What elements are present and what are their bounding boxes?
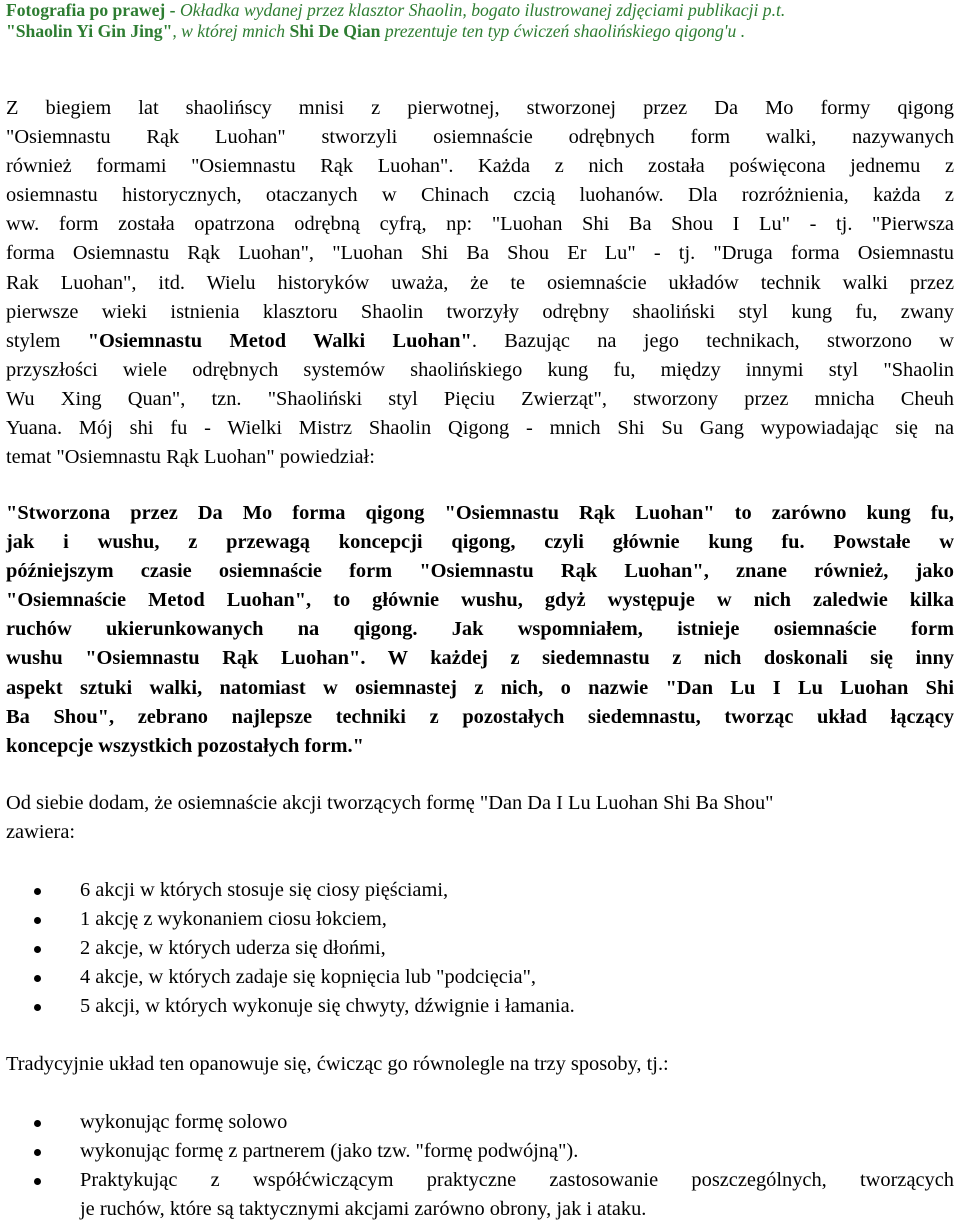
- caption-text-end: prezentuje ten typ ćwiczeń shaolińskiego qigong'u .: [380, 21, 746, 41]
- quote-line: wushu "Osiemnastu Rąk Luohan". W każdej z siedemnastu z nich doskonali się inny: [6, 647, 954, 670]
- quote-line: "Osiemnaście Metod Luohan", to głównie wushu, gdyż występuje w nich zaledwie kilka: [6, 589, 954, 612]
- quote-line: późniejszym czasie osiemnaście form "Osiemnastu Rąk Luohan", znane również, jako: [6, 560, 954, 583]
- bullet-icon: [34, 1120, 41, 1127]
- list-item: [6, 992, 954, 1021]
- intro-line: również formami "Osiemnastu Rąk Luohan". Każda z nich została poświęcona jednemu z: [6, 155, 954, 178]
- list-item: [6, 934, 954, 963]
- caption-line-2: [6, 21, 956, 42]
- actions-intro-line: Od siebie dodam, że osiemnaście akcji tworzących formę "Dan Da I Lu Luohan Shi Ba Shou": [6, 792, 774, 814]
- quote-line: Ba Shou", zebrano najlepsze techniki z pozostałych siedemnastu, tworząc układ łączący: [6, 705, 954, 728]
- training-methods-paragraph: [6, 1050, 954, 1079]
- intro-line: temat "Osiemnastu Rąk Luohan" powiedział:: [6, 446, 375, 469]
- intro-text: stylem: [6, 329, 88, 352]
- list-item-text: 1 akcję z wykonaniem ciosu łokciem,: [80, 908, 387, 931]
- intro-line: Rak Luohan", itd. Wielu historyków uważa, że te osiemnaście układów technik walki przez: [6, 271, 954, 294]
- bullet-icon: [34, 917, 41, 924]
- quote-line: "Stworzona przez Da Mo forma qigong "Osiemnastu Rąk Luohan" to zarówno kung fu,: [6, 502, 954, 524]
- list-item-text: 6 akcji w których stosuje się ciosy pięściami,: [80, 879, 449, 901]
- quote-line: aspekt sztuki walki, natomiast w osiemnastej z nich, o nazwie "Dan Lu I Lu Luohan Shi: [6, 676, 954, 699]
- list-item-text-continued: je ruchów, które są taktycznymi akcjami zarówno obrony, jak i ataku.: [80, 1198, 647, 1221]
- intro-line: przyszłości wiele odrębnych systemów shaolińskiego kung fu, między innymi styl "Shaolin: [6, 358, 954, 381]
- style-name-bold: "Osiemnastu Metod Walki Luohan": [87, 329, 472, 352]
- list-item: [6, 905, 954, 934]
- list-item-text: 4 akcje, w których zadaje się kopnięcia lub "podcięcia",: [80, 966, 536, 989]
- intro-line: Z biegiem lat shaolińscy mnisi z pierwotnej, stworzonej przez Da Mo formy qigong: [6, 97, 954, 119]
- bullet-icon: [34, 1149, 41, 1156]
- intro-line-mixed: [6, 327, 954, 356]
- bullet-icon: [34, 1004, 41, 1011]
- intro-paragraph: [6, 94, 954, 472]
- list-item-text: wykonując formę solowo: [80, 1111, 288, 1133]
- intro-line: Yuana. Mój shi fu - Wielki Mistrz Shaolin Qigong - mnich Shi Su Gang wypowiadając się na: [6, 417, 954, 440]
- bullet-icon: [34, 975, 41, 982]
- training-methods-list: [6, 1108, 954, 1224]
- quote-line: koncepcje wszystkich pozostałych form.": [6, 734, 364, 757]
- actions-intro-line: zawiera:: [6, 821, 76, 844]
- list-item-text: 2 akcje, w których uderza się dłońmi,: [80, 937, 386, 960]
- intro-line: "Osiemnastu Rąk Luohan" stworzyli osiemnaście odrębnych form walki, nazywanych: [6, 126, 954, 149]
- actions-intro-paragraph: [6, 789, 954, 847]
- actions-list: [6, 876, 954, 1021]
- list-item: [6, 963, 954, 992]
- bullet-icon: [34, 888, 41, 895]
- list-item: [6, 876, 954, 905]
- list-item: [6, 1108, 954, 1137]
- list-item-text: Praktykując z współćwiczącym praktyczne zastosowanie poszczególnych, tworzących: [80, 1169, 954, 1192]
- quote-line: jak i wushu, z przewagą koncepcji qigong, czyli głównie kung fu. Powstałe w: [6, 531, 954, 554]
- training-methods-text: Tradycyjnie układ ten opanowuje się, ćwicząc go równolegle na trzy sposoby, tj.:: [6, 1053, 669, 1075]
- caption-text: Okładka wydanej przez klasztor Shaolin, bogato ilustrowanej zdjęciami publikacji p.t.: [175, 0, 786, 20]
- intro-line: osiemnastu historycznych, otaczanych w Chinach czcią luohanów. Dla rozróżnienia, każda z: [6, 184, 954, 207]
- quote-line: ruchów ukierunkowanych na qigong. Jak wspomniałem, istnieje osiemnaście form: [6, 618, 954, 641]
- list-item-text: 5 akcji, w których wykonuje się chwyty, dźwignie i łamania.: [80, 995, 575, 1018]
- intro-text: . Bazując na jego technikach, stworzono w: [471, 329, 954, 352]
- caption-book-title: "Shaolin Yi Gin Jing": [6, 21, 173, 41]
- quote-paragraph: [6, 499, 954, 761]
- intro-line: ww. form została opatrzona odrębną cyfrą, np: "Luohan Shi Ba Shou I Lu" - tj. "Pierwsza: [6, 213, 954, 236]
- caption-line-1: [6, 0, 956, 21]
- caption-text-mid: , w której mnich: [172, 21, 290, 41]
- intro-line: pierwsze wieki istnienia klasztoru Shaolin tworzyły odrębny shaoliński styl kung fu, zwany: [6, 300, 954, 323]
- list-item: [6, 1166, 954, 1224]
- bullet-icon: [34, 946, 41, 953]
- bullet-icon: [34, 1178, 41, 1185]
- caption-label: Fotografia po prawej -: [6, 0, 176, 20]
- intro-line: forma Osiemnastu Rąk Luohan", "Luohan Shi Ba Shou Er Lu" - tj. "Druga forma Osiemnastu: [6, 242, 954, 265]
- list-item-text: wykonując formę z partnerem (jako tzw. "formę podwójną").: [80, 1140, 579, 1163]
- list-item: [6, 1137, 954, 1166]
- intro-line: Wu Xing Quan", tzn. "Shaoliński styl Pięciu Zwierząt", stworzony przez mnicha Cheuh: [6, 387, 954, 410]
- caption-monk-name: Shi De Qian: [289, 21, 381, 41]
- photo-caption: [6, 0, 956, 42]
